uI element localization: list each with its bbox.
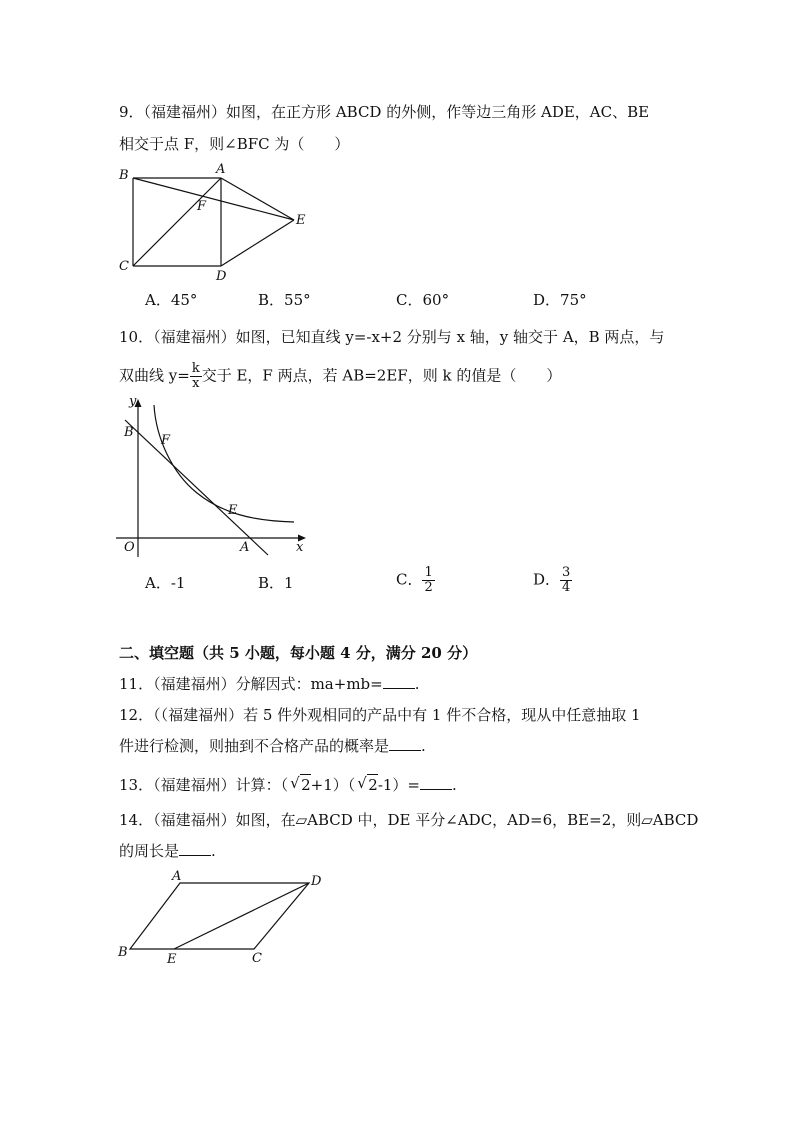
q9-label-c: C	[119, 259, 129, 274]
q10-label-y: y	[129, 394, 137, 409]
q10-option-c-label: C．	[396, 570, 423, 589]
q14-answer-blank[interactable]	[179, 841, 211, 856]
q9-option-a: A．45°	[145, 291, 198, 309]
q10-line1: 10．（福建福州）如图，已知直线 y=-x+2 分别与 x 轴，y 轴交于 A，B 两点，与	[119, 328, 665, 346]
q10-option-d-num: 3	[562, 565, 571, 580]
q13-mid2: -1）=	[377, 776, 420, 794]
q11-answer-blank[interactable]	[383, 674, 415, 689]
q9-option-b: B．55°	[258, 291, 311, 309]
q10-label-o: O	[124, 540, 135, 555]
q14-line1: 14．（福建福州）如图，在▱ABCD 中，DE 平分∠ADC，AD=6，BE=2，则▱ABCD	[119, 811, 699, 829]
q10-option-a: A．-1	[145, 574, 186, 592]
q10-option-c-num: 1	[424, 565, 433, 580]
q9-label-b: B	[119, 168, 129, 183]
q10-option-d-label: D．	[533, 570, 561, 589]
q11-text: 11．（福建福州）分解因式：ma+mb=	[119, 675, 383, 693]
q14-figure	[112, 866, 332, 966]
q12-line2	[119, 736, 426, 756]
q10-option-d-den: 4	[562, 580, 571, 595]
q10-option-c-den: 2	[424, 580, 433, 595]
section2-title: 二、填空题（共 5 小题，每小题 4 分，满分 20 分）	[119, 644, 478, 662]
q11-end: .	[414, 675, 420, 693]
q10-frac-num: k	[191, 361, 200, 376]
q12-line1: 12．（（福建福州）若 5 件外观相同的产品中有 1 件不合格，现从中任意抽取 1	[119, 706, 641, 724]
q13-pre: 13．（福建福州）计算：（	[119, 776, 289, 794]
q10-figure	[112, 393, 312, 558]
q9-option-d: D．75°	[533, 291, 587, 309]
q10-option-d-fraction	[560, 566, 572, 595]
q9-label-f: F	[197, 199, 207, 214]
q14-label-c: C	[252, 951, 262, 966]
q11-line	[119, 674, 420, 694]
q14-label-e: E	[167, 952, 177, 966]
q13-answer-blank[interactable]	[420, 775, 452, 790]
q10-line2-post: 交于 E，F 两点，若 AB=2EF，则 k 的值是（ ）	[201, 366, 562, 385]
q9-label-e: E	[296, 213, 306, 228]
q14-line2	[119, 841, 216, 861]
q13-mid1: +1）（	[310, 776, 356, 794]
q10-line2	[119, 362, 561, 391]
q14-label-a: A	[172, 869, 182, 884]
q10-frac-den: x	[192, 376, 200, 391]
q13-line	[119, 774, 457, 795]
q10-label-x: x	[296, 540, 304, 555]
q10-fraction	[190, 362, 202, 391]
q12-end: .	[421, 737, 426, 755]
q10-option-b: B．1	[258, 574, 294, 592]
q10-label-b: B	[124, 425, 134, 440]
q14-label-d: D	[311, 874, 322, 889]
q13-sqrt1: √ 2	[300, 774, 311, 795]
q9-label-a: A	[216, 162, 226, 177]
q13-end: .	[452, 776, 457, 794]
q9-line2: 相交于点 F，则∠BFC 为（ ）	[119, 135, 350, 153]
q10-label-a: A	[240, 540, 250, 555]
q10-label-f: F	[161, 433, 171, 448]
q9-option-c: C．60°	[396, 291, 450, 309]
q10-label-e: E	[228, 503, 238, 518]
q10-line2-pre: 双曲线 y=	[119, 366, 190, 385]
q14-end: .	[211, 842, 216, 860]
q9-label-d: D	[216, 269, 227, 284]
q14-label-b: B	[118, 945, 128, 960]
q12-line2-text: 件进行检测，则抽到不合格产品的概率是	[119, 737, 390, 755]
q10-option-d	[533, 566, 572, 595]
q12-answer-blank[interactable]	[389, 736, 421, 751]
q10-option-c	[396, 566, 435, 595]
q9-line1: 9．（福建福州）如图，在正方形 ABCD 的外侧，作等边三角形 ADE，AC、BE	[119, 103, 650, 121]
q10-option-c-fraction	[422, 566, 434, 595]
q9-figure	[112, 160, 322, 285]
q13-sqrt2: √ 2	[367, 774, 378, 795]
q14-line2-text: 的周长是	[119, 842, 180, 860]
